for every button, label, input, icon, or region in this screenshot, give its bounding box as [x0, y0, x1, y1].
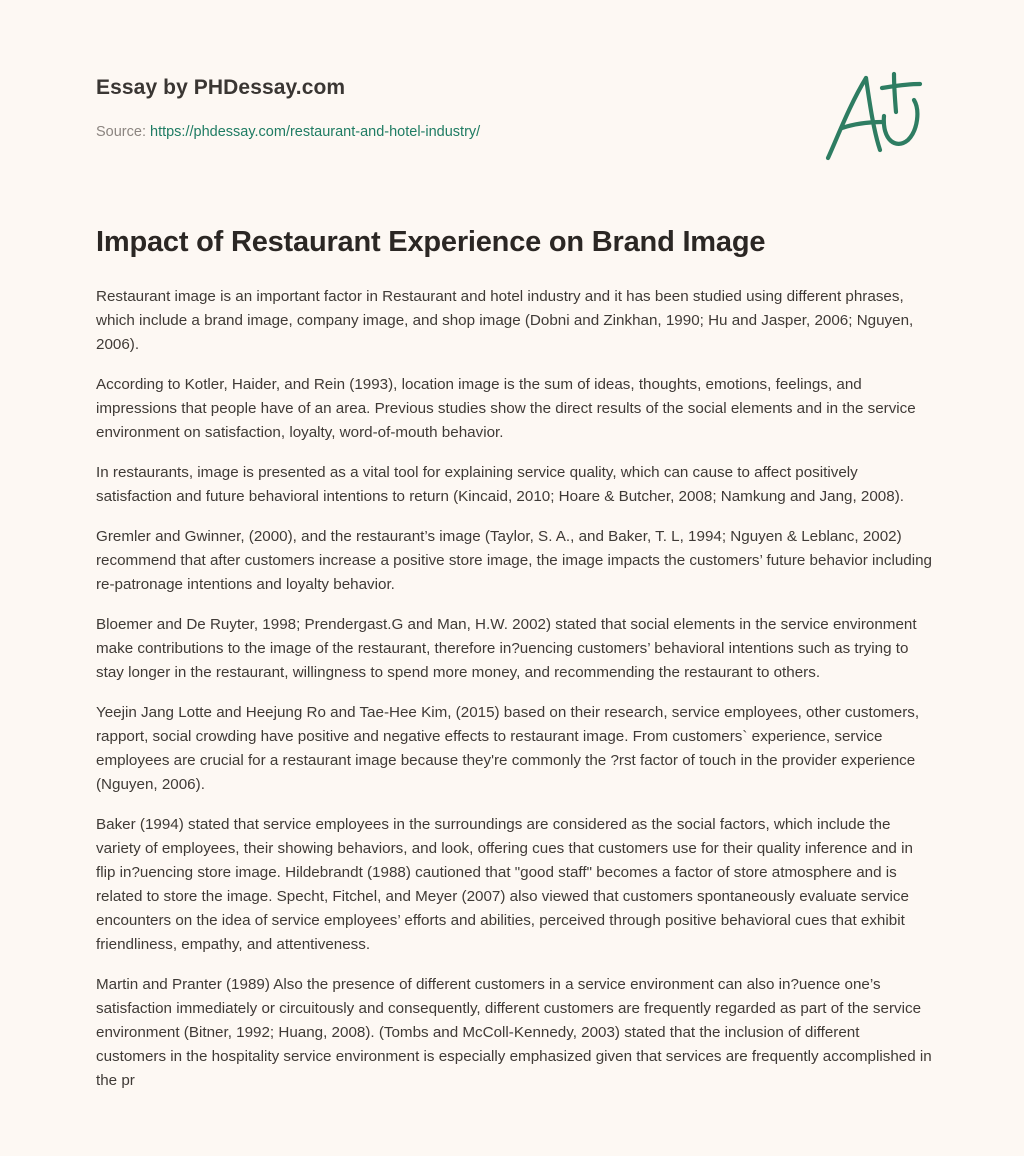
essay-paragraph: Baker (1994) stated that service employees in the surroundings are considered as the social factors, which include the variety of employees, their showing behaviors, and look, offering cues that customers use for their quality inference and in flip in?uencing store image. Hildebrandt (1988) cautioned that "good staff" becomes a factor of store atmosphere and is related to store the image. Specht, Fitchel, and Meyer (2007) also viewed that customers spontaneously evaluate service encounters on the idea of service employees’ efforts and abilities, perceived through positive behavioral cues that exhibit friendliness, empathy, and attentiveness.: [96, 816, 913, 953]
essay-paragraph: Restaurant image is an important factor in Restaurant and hotel industry and it has been studied using different phrases, which include a brand image, company image, and shop image (Dobni and Zinkhan, 1990; Hu and Jasper, 2006; Nguyen, 2006).: [96, 288, 914, 353]
source-line: [96, 124, 480, 140]
essay-body: [96, 285, 932, 1109]
essay-paragraph: Yeejin Jang Lotte and Heejung Ro and Tae-Hee Kim, (2015) based on their research, service employees, other customers, rapport, social crowding have positive and negative effects to restaurant image. From customers` experience, service employees are crucial for a restaurant image because they're commonly the ?rst factor of touch in the provider experience (Nguyen, 2006).: [96, 704, 920, 793]
essay-paragraph: Gremler and Gwinner, (2000), and the restaurant’s image (Taylor, S. A., and Baker, T. L, 1994; Nguyen & Leblanc, 2002) recommend that after customers increase a positive store image, the image impacts the customers’ future behavior including re-patronage intentions and loyalty behavior.: [96, 528, 932, 593]
essay-header: [96, 0, 932, 190]
essay-paragraph: In restaurants, image is presented as a vital tool for explaining service quality, which can cause to affect positively satisfaction and future behavioral intentions to return (Kincaid, 2010; Hoare & Butcher, 2008; Namkung and Jang, 2008).: [96, 464, 904, 505]
essay-paragraph: According to Kotler, Haider, and Rein (1993), location image is the sum of ideas, thoughts, emotions, feelings, and impressions that people have of an area. Previous studies show the direct results of the social elements and in the service environment on satisfaction, loyalty, word-of-mouth behavior.: [96, 376, 916, 441]
source-label: Source:: [96, 124, 150, 140]
essay-paragraph: Martin and Pranter (1989) Also the presence of different customers in a service environment can also in?uence one’s satisfaction immediately or circuitously and consequently, different customers are frequently regarded as part of the service environment (Bitner, 1992; Huang, 2008). (Tombs and McColl-Kennedy, 2003) stated that the inclusion of different customers in the hospitality service environment is especially emphasized given that services are frequently accomplished in the pr: [96, 976, 932, 1089]
essay-paragraph: Bloemer and De Ruyter, 1998; Prendergast.G and Man, H.W. 2002) stated that social elements in the service environment make contributions to the image of the restaurant, therefore in?uencing customers’ behavioral intentions such as trying to stay longer in the restaurant, willingness to spend more money, and recommending the restaurant to others.: [96, 616, 917, 681]
a-plus-logo-icon: [822, 66, 926, 166]
source-link[interactable]: https://phdessay.com/restaurant-and-hotel-industry/: [150, 124, 481, 140]
site-brand: Essay by PHDessay.com: [96, 76, 346, 99]
essay-page: [96, 0, 932, 1089]
page-title: Impact of Restaurant Experience on Brand Image: [96, 226, 766, 258]
